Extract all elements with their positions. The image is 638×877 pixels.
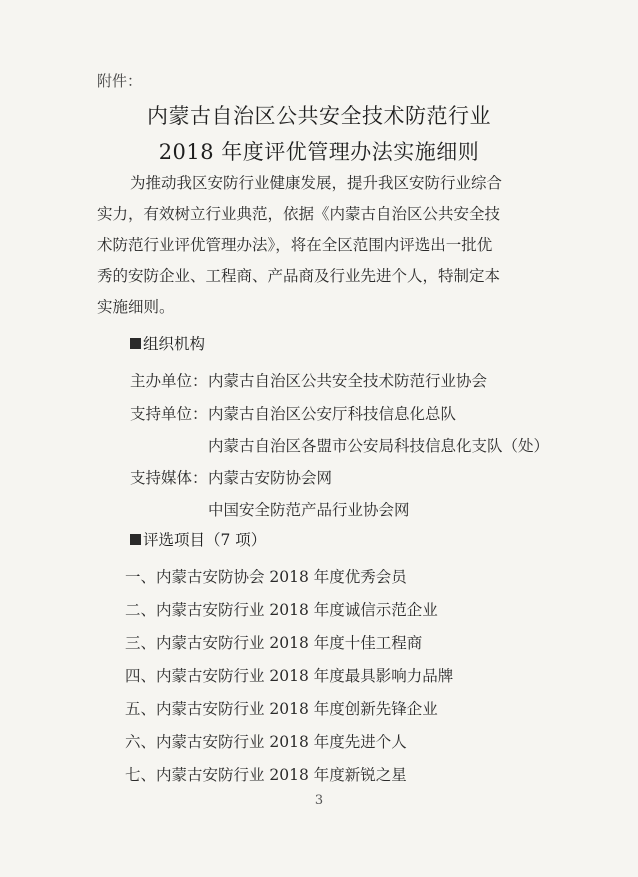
project-item: 一、内蒙古安防协会 2018 年度优秀会员 (125, 568, 407, 586)
intro-paragraph (97, 168, 527, 323)
intro-line: 实力，有效树立行业典范，依据《内蒙古自治区公共安全技 (97, 205, 501, 223)
attachment-label: 附件： (97, 72, 143, 90)
support-value: 内蒙古自治区各盟市公安局科技信息化支队（处） (208, 437, 550, 455)
section-heading-text: 评选项目（7 项） (143, 531, 267, 549)
square-bullet-icon (130, 534, 141, 545)
section-heading-text: 组织机构 (143, 335, 206, 353)
title-line-2: 2018 年度评优管理办法实施细则 (158, 140, 480, 164)
section-heading-projects (130, 528, 266, 550)
host-value: 内蒙古自治区公共安全技术防范行业协会 (208, 372, 488, 390)
page-number: 3 (314, 793, 324, 808)
support-value: 内蒙古自治区公安厅科技信息化总队 (208, 405, 457, 423)
project-item: 四、内蒙古安防行业 2018 年度最具影响力品牌 (125, 667, 454, 685)
project-item: 二、内蒙古安防行业 2018 年度诚信示范企业 (125, 601, 438, 619)
intro-line: 术防范行业评优管理办法》，将在全区范围内评选出一批优 (97, 236, 493, 254)
project-item: 六、内蒙古安防行业 2018 年度先进个人 (125, 733, 407, 751)
title-line-1: 内蒙古自治区公共安全技术防范行业 (147, 104, 491, 128)
intro-line: 为推动我区安防行业健康发展，提升我区安防行业综合 (130, 174, 503, 192)
project-item: 三、内蒙古安防行业 2018 年度十佳工程商 (125, 634, 423, 652)
media-label: 支持媒体： (130, 469, 208, 487)
section-heading-organization (130, 332, 205, 354)
intro-line: 实施细则。 (97, 298, 175, 316)
media-value: 中国安全防范产品行业协会网 (208, 501, 410, 519)
square-bullet-icon (130, 338, 141, 349)
project-item: 五、内蒙古安防行业 2018 年度创新先锋企业 (125, 700, 438, 718)
host-label: 主办单位： (130, 372, 208, 390)
intro-line: 秀的安防企业、工程商、产品商及行业先进个人，特制定本 (97, 267, 501, 285)
project-item: 七、内蒙古安防行业 2018 年度新锐之星 (125, 766, 407, 784)
support-label: 支持单位： (130, 405, 208, 423)
media-value: 内蒙古安防协会网 (208, 469, 333, 487)
